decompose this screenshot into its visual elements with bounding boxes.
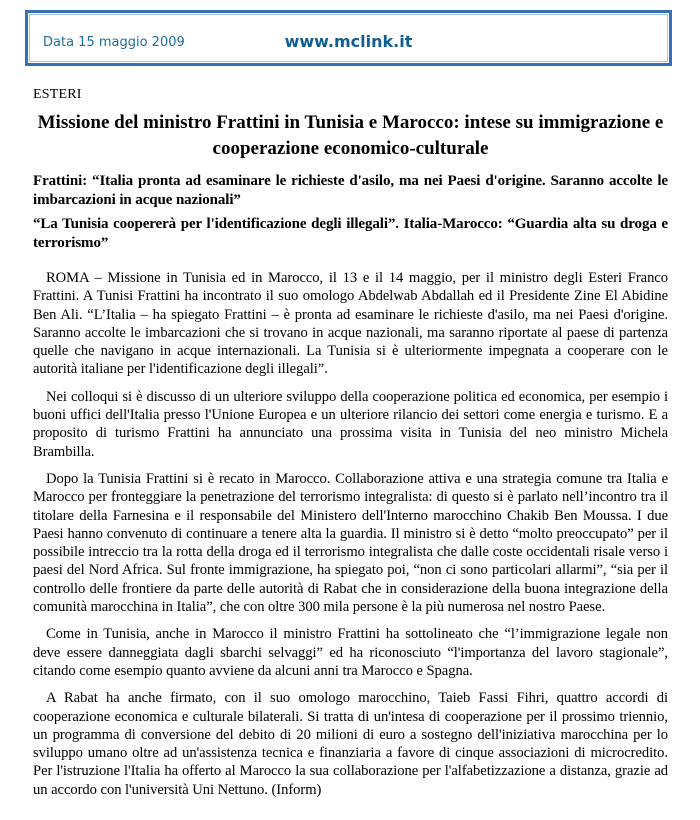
article-subhead-2: “La Tunisia coopererà per l'identificazione degli illegali”. Italia-Marocco: “Guardia alta su droga e terrorismo” <box>33 216 668 251</box>
document-page <box>0 10 700 799</box>
article-body <box>33 87 668 799</box>
article-paragraph-5: A Rabat ha anche firmato, con il suo omologo marocchino, Taieb Fassi Fihri, quattro accordi di cooperazione economica e culturale bilaterali. Si tratta di un'intesa di cooperazione per il prossimo triennio, un programma di conversione del debito di 20 milioni di euro a sostegno dell'iniziativa marocchina per lo sviluppo umano oltre ad un'assistenza tecnica e finanziaria a favore di cinque associazioni di microcredito. Per l'istruzione l'Italia ha offerto al Marocco la sua collaborazione per l'alfabetizzazione a distanza, grazie ad un accordo con l'università Uni Nettuno. (Inform) <box>33 690 668 798</box>
date-label: Data 15 maggio 2009 <box>43 35 185 50</box>
article-paragraph-1: ROMA – Missione in Tunisia ed in Marocco, il 13 e il 14 maggio, per il ministro degli Esteri Franco Frattini. A Tunisi Frattini ha incontrato il suo omologo Abdelwab Abdallah ed il Presidente Zine El Abidine Ben Ali. “L’Italia – ha spiegato Frattini – è pronta ad esaminare le richieste d'asilo, ma nei Paesi d'origine. Saranno accolte le imbarcazioni che si trovano in acque nazionali, ma saranno riportate al paese di partenza quelle che navigano in acque internazionali. La Tunisia si è ulteriormente impegnata a cooperare con le autorità italiane per l'identificazione degli illegali”. <box>33 270 668 378</box>
site-url: www.mclink.it <box>284 32 413 51</box>
article-paragraph-3: Dopo la Tunisia Frattini si è recato in Marocco. Collaborazione attiva e una strategia comune tra Italia e Marocco per fronteggiare la penetrazione del terrorismo integralista: di questo si è parlato nell’incontro tra il titolare della Farnesina e il responsabile del Ministero dell'Interno marocchino Chakib Ben Moussa. I due Paesi hanno convenuto di continuare a tenere alta la guardia. Il ministro si è detto “molto preoccupato” per il possibile intreccio tra la rotta della droga ed il terrorismo integralista che dalle coste occidentali risale verso i paesi del Nord Africa. Sul fronte immigrazione, ha spiegato poi, “non ci sono particolari allarmi”, “sia per il controllo delle frontiere da parte delle autorità di Rabat che in considerazione della buona integrazione della comunità marocchina in Italia”, che con oltre 300 mila persone è la più numerosa nel nostro Paese. <box>33 470 668 616</box>
article-paragraph-2: Nei colloqui si è discusso di un ulteriore sviluppo della cooperazione politica ed economica, per esempio i buoni uffici dell'Italia presso l'Unione Europea e un ulteriore rilancio dei settori come energia e turismo. E a proposito di turismo Frattini ha annunciato una prossima visita in Tunisia del neo ministro Michela Brambilla. <box>33 388 668 460</box>
article-subhead-1: Frattini: “Italia pronta ad esaminare le richieste d'asilo, ma nei Paesi d'origine. Saranno accolte le imbarcazioni in acque nazionali” <box>33 173 668 208</box>
article-title: Missione del ministro Frattini in Tunisia e Marocco: intese su immigrazione e cooperazione economico-culturale <box>37 112 664 159</box>
section-label: ESTERI <box>33 87 82 102</box>
letterhead-box <box>25 10 672 66</box>
article-paragraph-4: Come in Tunisia, anche in Marocco il ministro Frattini ha sottolineato che “l’immigrazione legale non deve essere danneggiata dagli sbarchi selvaggi” ed ha riconosciuto “l'importanza del lavoro stagionale”, citando come esempio quanto avviene da alcuni anni tra Marocco e Spagna. <box>33 626 668 679</box>
